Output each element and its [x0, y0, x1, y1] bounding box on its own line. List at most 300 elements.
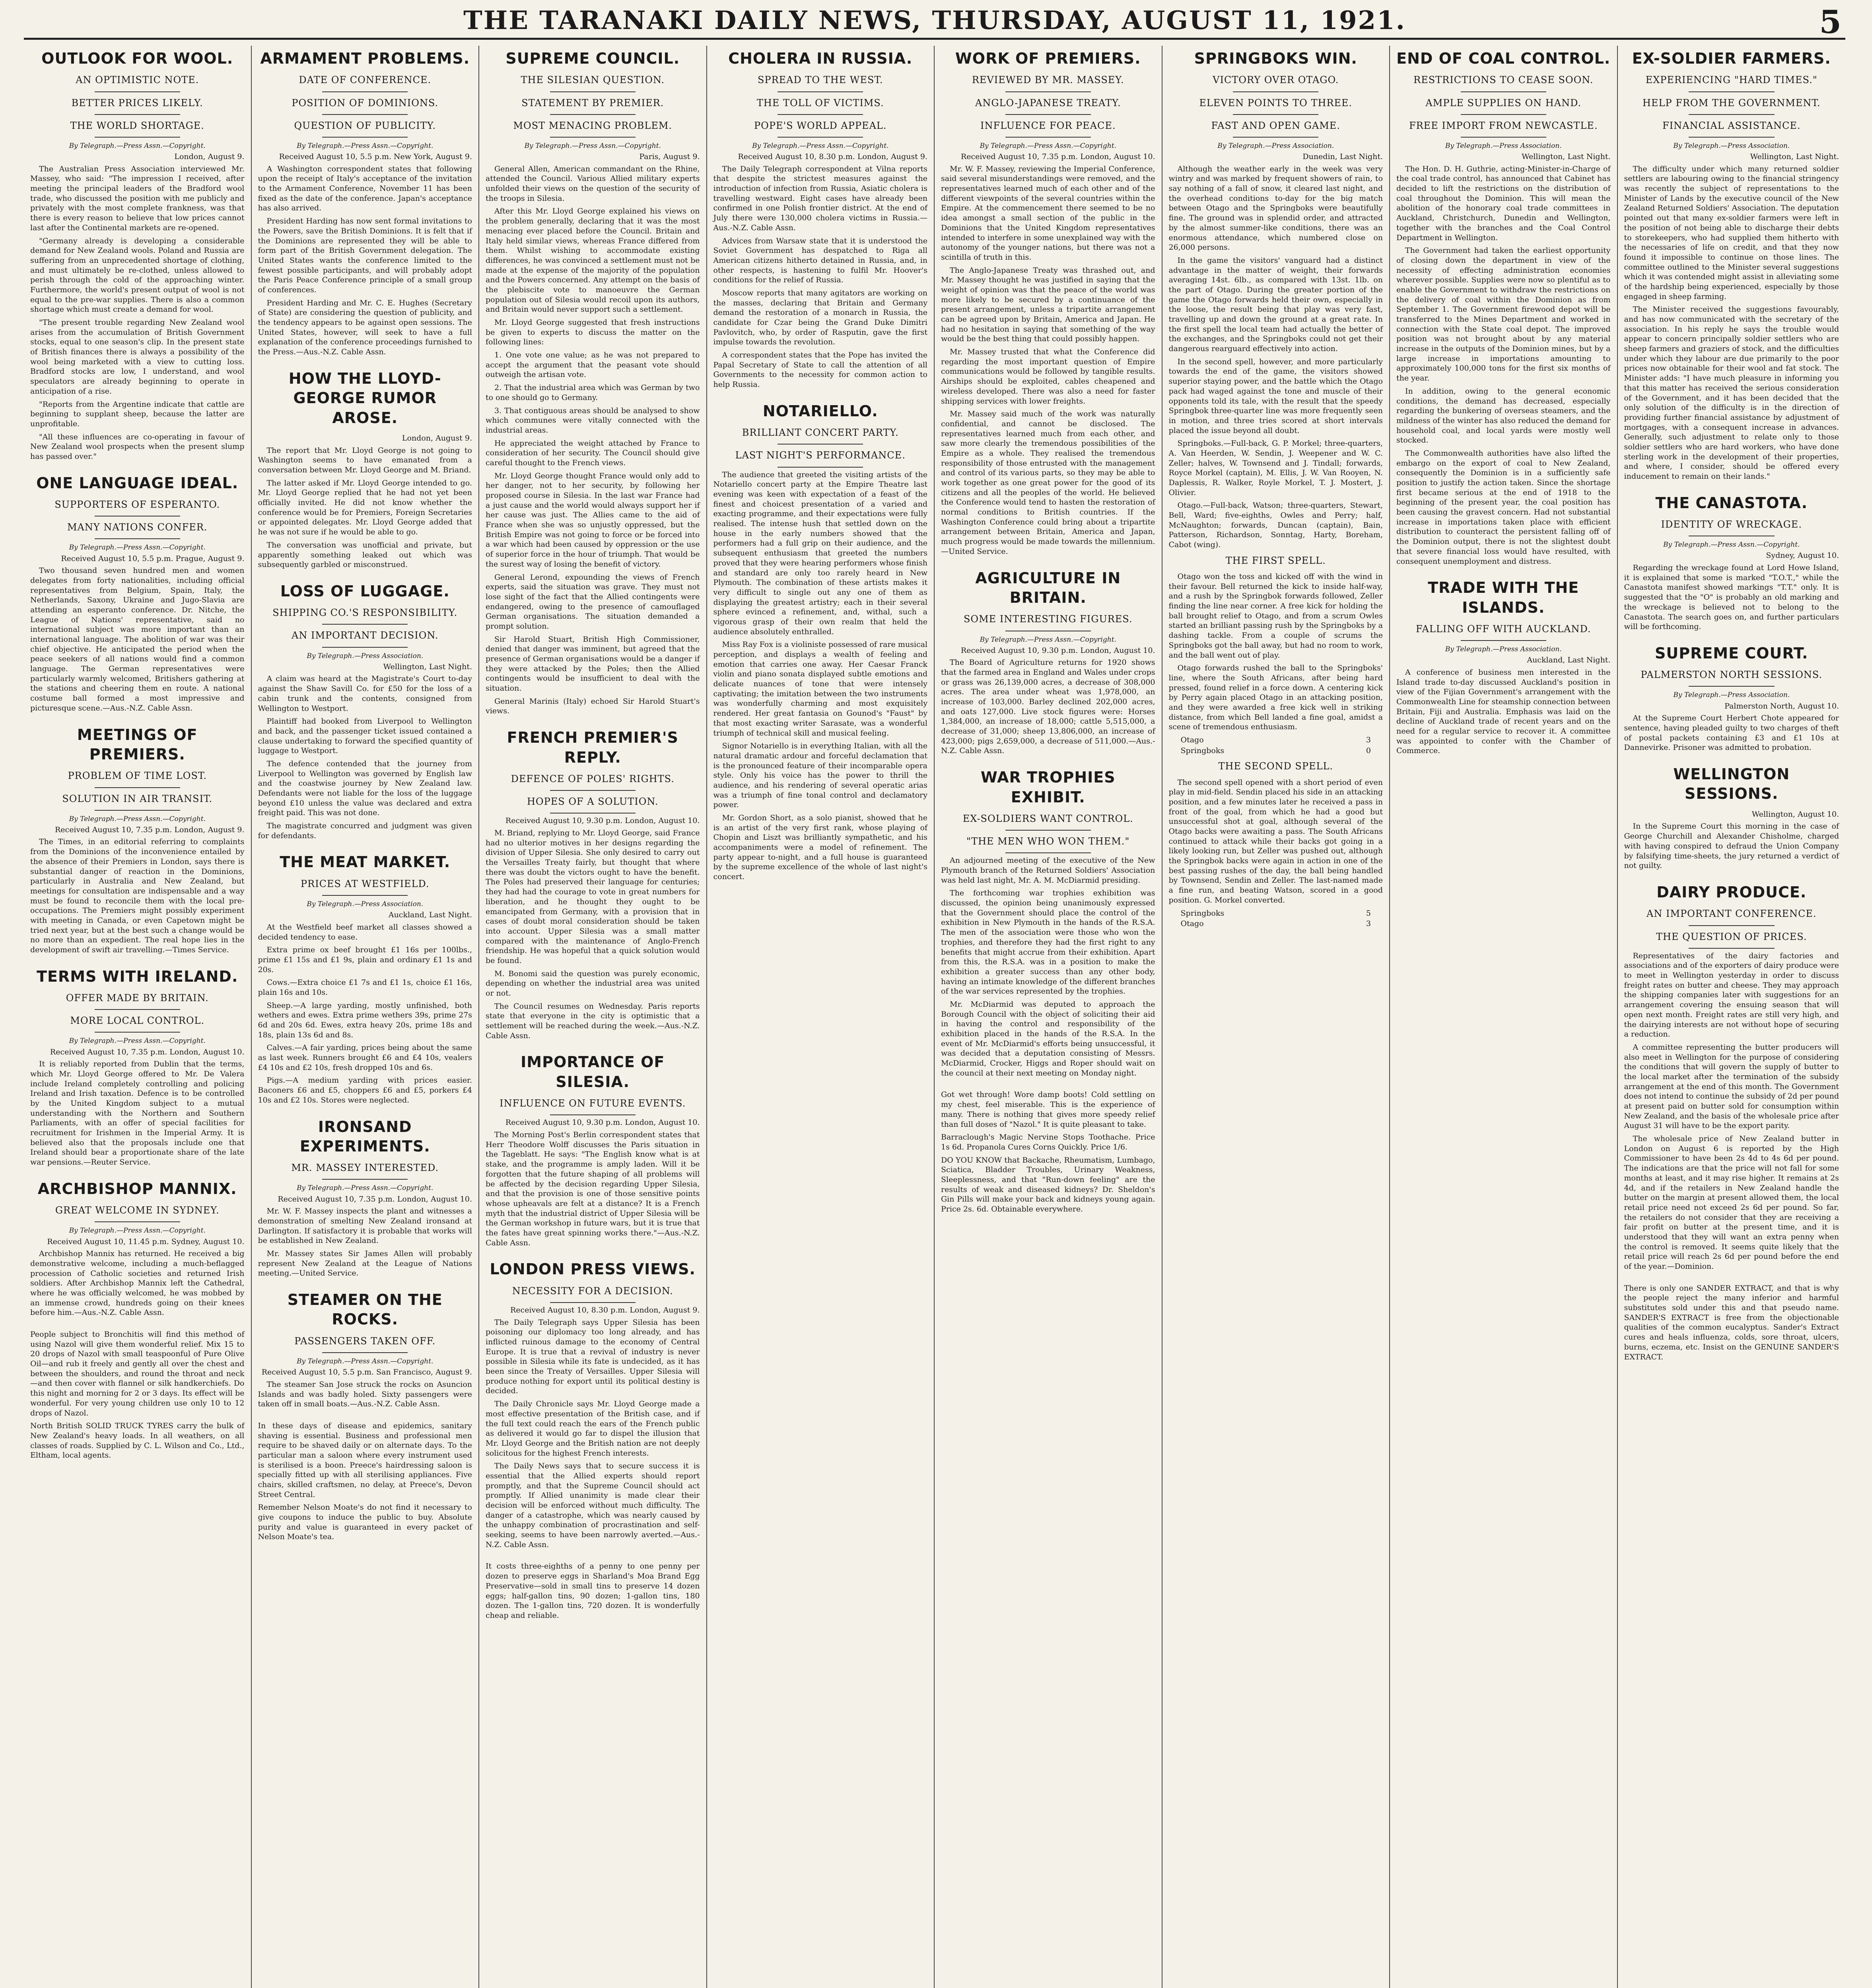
article-headline: IMPORTANCE OF SILESIA. — [521, 1053, 665, 1091]
article-dateline: Received August 10, 8.30 p.m. London, August 9. — [738, 152, 927, 161]
article-byline: By Telegraph.—Press Association. — [1445, 142, 1562, 150]
column-2 — [252, 46, 480, 1988]
divider — [1005, 91, 1091, 92]
article-dateline: London, August 9. — [402, 433, 472, 443]
article-subhead: THE WORLD SHORTAGE. — [70, 120, 204, 131]
article-paragraph: Otago forwards rushed the ball to the Springboks' line, where the South Africans, after being hard pressed, found relief in a force down. A centering kick by Perry again placed Otago in an attacking position, and they were awarded a free kick well in striking distance, from which Bell landed a fine goal, amidst a scene of tremendous enthusiasm. — [1168, 664, 1383, 732]
article-paragraph: Otago won the toss and kicked off with the wind in their favour. Bell returned the kick to inside half-way, and a rush by the Springbok forwards followed, Zeller finding the line near corner. A free kick for holding the ball brought relief to Otago, and from a scrum Owles started an brilliant passing rush by the Springboks by a dashing tackle. From a couple of scrums the Springboks got the ball away, but had no room to work, and the ball went out of play. — [1168, 572, 1383, 660]
article-dateline: Received August 10, 8.30 p.m. London, August 9. — [510, 1305, 700, 1314]
article-subhead: SUPPORTERS OF ESPERANTO. — [54, 499, 220, 511]
article-subhead: INFLUENCE ON FUTURE EVENTS. — [500, 1098, 686, 1109]
team-list: Springboks.—Full-back, G. P. Morkel; three-quarters, A. Van Heerden, W. Sendin, J. Weepener and W. C. Zeller; halves, W. Townsend and J. Tindall; forwards, Royce Morkel (captain), M. Ellis, J. W. Van Rooyen, N. Daplessis, R. Walker, Royle Morkel, T. J. Mostert, J. Olivier. — [1168, 439, 1383, 497]
article — [258, 49, 472, 357]
article-byline: By Telegraph.—Press Assn.—Copyright. — [297, 1184, 433, 1192]
divider — [1461, 640, 1546, 641]
article-headline: ONE LANGUAGE IDEAL. — [36, 474, 239, 492]
article-byline: By Telegraph.—Press Assn.—Copyright. — [69, 544, 206, 552]
article-paragraph: The Daily Telegraph correspondent at Vilna reports that despite the strictest measures against the introduction of infection from Russia, Asiatic cholera is travelling westward. Eight cases have already been confirmed in one Polish frontier district. At the end of July there were 130,000 cholera victims in Russia.—Aus.-N.Z. Cable Assn. — [713, 164, 927, 232]
article-subhead: ELEVEN POINTS TO THREE. — [1199, 97, 1353, 109]
article-paragraph: Extra prime ox beef brought £1 16s per 100lbs., prime £1 15s and £1 9s, plain and ordinary £1 1s and 20s. — [258, 945, 472, 974]
article-subhead: QUESTION OF PUBLICITY. — [294, 120, 436, 131]
divider — [95, 91, 180, 92]
column-8 — [1618, 46, 1846, 1988]
article-subhead: PALMERSTON NORTH SESSIONS. — [1641, 669, 1823, 681]
article-paragraph: "The present trouble regarding New Zealand wool arises from the accumulation of British Government stocks, equal to one season's clip. In the present state of British finances there is always a possibility of the wool being marketed with a view to cutting loss. Bradford stocks are low, I understand, and wool speculators are already beginning to operate in anticipation of a rise. — [30, 318, 245, 396]
article-paragraph: Cows.—Extra choice £1 7s and £1 1s, choice £1 16s, plain 16s and 10s. — [258, 978, 472, 997]
advertisement — [1624, 1283, 1839, 1362]
article-headline: NOTARIELLO. — [762, 402, 878, 420]
article — [30, 474, 245, 713]
advertisement — [941, 1090, 1155, 1214]
article — [30, 967, 245, 1167]
article-paragraph: The Minister received the suggestions favourably, and has now communicated with the secretary of the association. In his reply he says the trouble would appear to concern principally soldier settlers who are sheep farmers and graziers of stock, and the difficulties under which they labour are due primarily to the poor prices now obtainable for their wool and fat stock. The Minister adds: "I have much pleasure in informing you that this matter has received the serious consideration of the Government, and it has been decided that the only solution of the difficulty is in the direction of providing further financial assistance by adjustment of mortgages, with a consequent increase in advances. Generally, such adjustment to relate only to those soldier settlers who are hard workers, who have done sterling work in the development of their properties, and where, I consider, should be offered every inducement to remain on their lands." — [1624, 305, 1839, 481]
article-paragraph: Two thousand seven hundred men and women delegates from forty nationalities, including official representatives from Belgium, Spain, Italy, the Netherlands, Saxony, Ukraine and Jugo-Slavia are attending an esperanto conference. Dr. Nitche, the League of Nations' representative, said no international subject was more important than an international language. The abolition of war was their chief objective. He anticipated the period when the peace seekers of all nations would find a common language. The German representatives were particularly warmly welcomed, Britishers gathering at the stations and cheering them en route. A national costume ball formed a most impressive and picturesque scene.—Aus.-N.Z. Cable Assn. — [30, 566, 245, 712]
article-paragraph: In the game the visitors' vanguard had a distinct advantage in the matter of weight, their forwards averaging 14st. 6lb., as compared with 13st. 1lb. on the part of Otago. During the greater portion of the game the Otago forwards held their own, especially in the loose, the result being that play was very fast, travelling up and down the ground at a great rate. In the first spell the local team had actually the better of the exchanges, and the Springboks could not get their dangerous rearguard effectively into action. — [1168, 256, 1383, 353]
column-5 — [935, 46, 1162, 1988]
article-paragraph: There is only one SANDER EXTRACT, and that is why the people reject the many inferior and harmful substitutes sold under this and that pseudo name. SANDER'S EXTRACT is free from the objectionable qualities of the common eucalyptus. Sander's Extract cures and heals influenza, colds, sore throat, ulcers, burns, eczema, etc. Insist on the GENUINE SANDER'S EXTRACT. — [1624, 1283, 1839, 1361]
article-headline: THE CANASTOTA. — [1655, 494, 1808, 512]
article-paragraph: An adjourned meeting of the executive of the New Plymouth branch of the Returned Soldiers' Association was held last night, Mr. A. M. McDiarmid presiding. — [941, 856, 1155, 885]
divider — [1461, 91, 1546, 92]
article — [258, 369, 472, 570]
divider — [1233, 137, 1318, 138]
divider — [95, 538, 180, 539]
article-paragraph: Mr. Gordon Short, as a solo pianist, showed that he is an artist of the very first rank, whose playing of Chopin and Liszt was brilliantly sympathetic, and his accompaniments were a model of refinement. The party appear to-night, and a full house is guaranteed by the supreme excellence of the whole of last night's concert. — [713, 813, 927, 881]
article-paragraph: Got wet through! Wore damp boots! Cold settling on my chest, feel miserable. This is the experience of many. There is nothing that gives more speedy relief than full doses of "Nazol." It is quite pleasant to take. — [941, 1090, 1155, 1129]
article-paragraph: "Reports from the Argentine indicate that cattle are beginning to supplant sheep, because the latter are unprofitable. — [30, 400, 245, 428]
article-byline: By Telegraph.—Press Assn.—Copyright. — [69, 1227, 206, 1235]
article-subhead: AMPLE SUPPLIES ON HAND. — [1425, 97, 1582, 109]
article-paragraph: The difficulty under which many returned soldier settlers are labouring owing to the financial stringency was recently the subject of representations to the Minister of Lands by the executive council of the New Zealand Returned Soldiers' Association. The deputation pointed out that many ex-soldier farmers were left in the position of not being able to discharge their debts to storekeepers, who had supplied them hitherto with the necessaries of life on credit, and that they now found it impossible to continue on those lines. The committee outlined to the Minister several suggestions which it was contended might assist in alleviating some of the hardship being experienced, especially by those engaged in sheep farming. — [1624, 164, 1839, 301]
article-paragraph: President Harding has now sent formal invitations to the Powers, save the British Dominions. It is felt that if the Dominions are represented they will be able to form part of the British Government delegation. The United States wants the conference limited to the fewest possible participants, and will probably adopt the Paris Peace Conference principle of a small group of conferences. — [258, 217, 472, 294]
article-paragraph: President Harding and Mr. C. E. Hughes (Secretary of State) are considering the question of publicity, and the tendency appears to be against open sessions. The United States, however, will seek to have a full explanation of the conference proceedings furnished to the Press.—Aus.-N.Z. Cable Assn. — [258, 298, 472, 357]
article-headline: SUPREME COURT. — [1655, 644, 1808, 662]
article-headline: ARCHBISHOP MANNIX. — [37, 1180, 237, 1198]
article-byline: By Telegraph.—Press Assn.—Copyright. — [297, 1357, 433, 1366]
article-byline: By Telegraph.—Press Association. — [1673, 691, 1790, 699]
article-paragraph: The audience that greeted the visiting artists of the Notariello concert party at the Empire Theatre last evening was keen with expectation of a feast of the finest and choicest presentation of a varied and exacting programme, and their expectations were fully realised. The intense hush that settled down on the house in the early numbers showed that the performers had a full grip on their audience, and the subsequent enthusiasm that greeted the numbers proved that they were hearing performers whose finish and standard are only too rarely heard in New Plymouth. The combination of these artists makes it very difficult to single out any one of them as displaying the greatest artistry; each in their several sphere evinced a refinement, and, withal, such a vigorous grasp of their own realm that held the audience absolutely enthralled. — [713, 470, 927, 636]
divider — [322, 647, 408, 648]
article-paragraph: Although the weather early in the week was very wintry and was marked by frequent showers of rain, to say nothing of a fall of snow, it cleared last night, and the overhead conditions to-day for the big match between Otago and the Springboks were beautifully fine. The ground was in splendid order, and attracted by the almost summer-like conditions, there was an enormous attendance, which numbered close on 26,000 persons. — [1168, 164, 1383, 252]
page-number: 5 — [1819, 3, 1841, 41]
article-paragraph: Archbishop Mannix has returned. He received a big demonstrative welcome, including a much-beflagged procession of Catholic societies and returned Irish soldiers. After Archbishop Mannix left the Cathedral, where he was officially welcomed, he was mobbed by an immense crowd, hundreds going on their knees before him.—Aus.-N.Z. Cable Assn. — [30, 1249, 245, 1317]
article-byline: By Telegraph.—Press Assn.—Copyright. — [297, 142, 433, 150]
article-subhead: MR. MASSEY INTERESTED. — [291, 1162, 439, 1174]
article-subhead: SOLUTION IN AIR TRANSIT. — [62, 793, 213, 804]
article-subhead: HELP FROM THE GOVERNMENT. — [1643, 97, 1821, 109]
article-subhead: LAST NIGHT'S PERFORMANCE. — [735, 450, 906, 461]
article-dateline: Dunedin, Last Night. — [1302, 152, 1383, 161]
article-subhead: SPREAD TO THE WEST. — [757, 74, 883, 86]
article — [713, 402, 928, 882]
article-headline: WELLINGTON SESSIONS. — [1673, 765, 1790, 803]
article-paragraph: The report that Mr. Lloyd George is not going to Washington seems to have emanated from a conversation between Mr. Lloyd George and M. Briand. — [258, 446, 472, 475]
team-name: Otago — [1180, 736, 1204, 745]
article-paragraph: The conversation was unofficial and private, but apparently something leaked out which was subsequently garbled or misconstrued. — [258, 540, 472, 569]
article-headline: WORK OF PREMIERS. — [955, 50, 1141, 67]
article-dateline: Wellington, Last Night. — [1750, 152, 1839, 161]
column-3 — [479, 46, 707, 1988]
article-subhead: EXPERIENCING "HARD TIMES." — [1645, 74, 1818, 86]
article-dateline: Received August 10, 11.45 p.m. Sydney, August 10. — [47, 1237, 245, 1246]
article-paragraph: A claim was heard at the Magistrate's Court to-day against the Shaw Savill Co. for £50 for the loss of a cabin trunk and the contents, consigned from Wellington to Westport. — [258, 674, 472, 713]
score-row — [1181, 919, 1371, 929]
article-paragraph: The Hon. D. H. Guthrie, acting-Minister-in-Charge of the coal trade control, has announced that Cabinet has decided to lift the restrictions on the distribution of coal throughout the Dominion. This will mean the abolition of the honorary coal trade committees in Auckland, Christchurch, Dunedin and Wellington, together with the branches and the Coal Control Department in Wellington. — [1396, 164, 1611, 242]
article-subhead: PROBLEM OF TIME LOST. — [68, 770, 207, 782]
section-heading: THE SECOND SPELL. — [1218, 761, 1334, 772]
article — [941, 768, 1155, 1078]
article-byline: By Telegraph.—Press Assn.—Copyright. — [524, 142, 661, 150]
article-paragraph: The magistrate concurred and judgment was given for defendants. — [258, 821, 472, 840]
article-paragraph: It costs three-eighths of a penny to one penny per dozen to preserve eggs in Sharland's Moa Brand Egg Preservative—sold in small tins to preserve 14 dozen eggs; half-gallon tins, 90 dozen; 1-gallon tins, 180 dozen. The 1-gallon tins, 720 dozen. It is wonderfully cheap and reliable. — [486, 1562, 700, 1620]
article-dateline: Received August 10, 7.35 p.m. London, August 9. — [55, 825, 245, 834]
article-paragraph: The Daily News says that to secure success it is essential that the Allied experts should report promptly, and that the Supreme Council should act promptly. If Allied unanimity is made clear their decision will be enforced without much difficulty. The danger of a catastrophe, which was nearly caused by the unhappy combination of procrastination and self-seeking, seems to have been narrowly averted.—Aus.-N.Z. Cable Assn. — [486, 1462, 700, 1549]
article-headline: STEAMER ON THE ROCKS. — [287, 1291, 443, 1328]
article-paragraph: Miss Ray Fox is a violiniste possessed of rare musical perception, and displays a wealth of feeling and emotion that carries one away. Her Caesar Franck violin and piano sonata displayed subtle emotions and delicate nuances of tone that were intensely captivating; the imitation between the two instruments was wonderfully charming and most exquisitely rendered. Her great fantasia on Gounod's "Faust" by that most exacting writer Sarasate, was a wonderful triumph of technical skill and musical feeling. — [713, 640, 927, 738]
article-subhead: STATEMENT BY PREMIER. — [521, 97, 664, 109]
divider — [322, 1352, 408, 1353]
article-paragraph: Mr. McDiarmid was deputed to approach the Borough Council with the object of soliciting their aid in having the control and responsibility of the exhibition placed in the hands of the R.S.A. In the event of Mr. McDiarmid's efforts being unsuccessful, it was decided that a deputation consisting of Messrs. McDiarmid, Crocker, Higgs and Roper should wait on the council at their next meeting on Monday night. — [941, 1000, 1155, 1077]
divider — [322, 91, 408, 92]
article-subhead: FALLING OFF WITH AUCKLAND. — [1415, 623, 1591, 635]
article-subhead: BETTER PRICES LIKELY. — [71, 97, 203, 109]
divider — [95, 114, 180, 115]
team-score: 5 — [1366, 909, 1371, 918]
article-headline: END OF COAL CONTROL. — [1396, 50, 1611, 67]
article-paragraph: A Washington correspondent states that following upon the receipt of Italy's acceptance of the invitation to the Armament Conference, November 11 has been fixed as the date of the conference. Japan's acceptance has also arrived. — [258, 164, 472, 213]
article-byline: By Telegraph.—Press Assn.—Copyright. — [69, 142, 206, 150]
article — [1169, 49, 1383, 929]
divider — [778, 91, 863, 92]
newspaper-columns — [24, 46, 1845, 1988]
article — [486, 728, 700, 1041]
article-byline: By Telegraph.—Press Association. — [307, 900, 424, 909]
article-subhead: "THE MEN WHO WON THEM." — [966, 836, 1130, 847]
article-byline: By Telegraph.—Press Association. — [1445, 645, 1562, 654]
article-headline: FRENCH PREMIER'S REPLY. — [507, 729, 678, 766]
article-subhead: THE TOLL OF VICTIMS. — [756, 97, 884, 109]
team-score: 3 — [1366, 919, 1371, 928]
article-subhead: DATE OF CONFERENCE. — [299, 74, 432, 86]
article-dateline: Paris, August 9. — [639, 152, 700, 161]
team-name: Springboks — [1180, 746, 1225, 755]
article-paragraph: A correspondent states that the Pope has invited the Papal Secretary of State to call the attention of all Governments to the necessity for common action to help Russia. — [713, 351, 927, 389]
divider — [95, 137, 180, 138]
article-paragraph: In these days of disease and epidemics, sanitary shaving is essential. Business and professional men require to be shaved daily or on alternate days. To the particular man a saloon where every instrument used is sterilised is a boon. Preece's hairdressing saloon is specially fitted up with all sterilising appliances. Five chairs, skilled craftsmen, no delay, at Preece's, Devon Street Central. — [258, 1421, 472, 1499]
divider — [550, 1302, 636, 1303]
article-paragraph: Sheep.—A large yarding, mostly unfinished, both wethers and ewes. Extra prime wethers 39s, prime 27s 6d and 20s 6d. Ewes, extra heavy 20s, prime 18s and 18s, plain 13s 6d and 8s. — [258, 1001, 472, 1039]
article-subhead: AN IMPORTANT DECISION. — [292, 630, 439, 641]
divider — [1689, 925, 1775, 926]
divider — [95, 1032, 180, 1033]
article — [1624, 49, 1839, 481]
article-subhead: BRILLIANT CONCERT PARTY. — [742, 427, 899, 439]
article-subhead: MANY NATIONS CONFER. — [67, 522, 208, 533]
article-subhead: GREAT WELCOME IN SYDNEY. — [55, 1205, 220, 1216]
article-paragraph: It is reliably reported from Dublin that the terms, which Mr. Lloyd George offered to Mr. De Valera include Ireland completely controlling and policing Ireland and Irish taxation. Defence is to be controlled by the United Kingdom subject to a mutual understanding with the Northern and Southern Parliaments, with an offer of special facilities for recruitment for Irishmen in the Imperial Army. It is believed also that the proposals include one that Ireland should bear a proportionate share of the late war pensions.—Reuter Service. — [30, 1060, 245, 1167]
article-subhead: MOST MENACING PROBLEM. — [513, 120, 673, 131]
article-paragraph: General Allen, American commandant on the Rhine, attended the Council. Various Allied military experts unfolded their views on the question of the security of the troops in Silesia. — [486, 164, 700, 203]
article-dateline: Auckland, Last Night. — [1527, 656, 1611, 665]
article-subhead: FINANCIAL ASSISTANCE. — [1662, 120, 1801, 131]
article — [1624, 765, 1839, 871]
article-subhead: THE SILESIAN QUESTION. — [521, 74, 665, 86]
team-name: Otago — [1180, 919, 1204, 928]
article-paragraph: In the second spell, however, and more particularly towards the end of the game, the visitors showed superior staying power, and the battle which the Otago pack had waged against the tone and muscle of their opponents told its tale, with the result that the speedy Springbok three-quarter line was more frequently seen in motion, and three tries scored at short intervals placed the issue beyond all doubt. — [1168, 357, 1383, 435]
article-dateline: Received August 10, 9.30 p.m. London, August 10. — [505, 1118, 700, 1127]
article-paragraph: He appreciated the weight attached by France to consideration of her security. The Council should give careful thought to the French views. — [486, 439, 700, 467]
article-dateline: Received August 10, 5.5 p.m. Prague, August 9. — [61, 554, 245, 563]
article-subhead: POSITION OF DOMINIONS. — [292, 97, 439, 109]
divider — [550, 1114, 636, 1115]
advertisement — [486, 1561, 700, 1620]
article-subhead: FREE IMPORT FROM NEWCASTLE. — [1409, 120, 1598, 131]
article-subhead: NECESSITY FOR A DECISION. — [512, 1285, 673, 1297]
article-paragraph: Mr. Massey said much of the work was naturally confidential, and cannot be disclosed. The representatives learned much from each other, and saw more clearly the tremendous possibilities of the Empire as a whole. They realised the tremendous responsibility of those entrusted with the management and control of its various parts, so they may be able to work together as one great power for the good of its citizens and all the peoples of the world. He believed the Conference would tend to hasten the restoration of normal conditions to British countries. If the Washington Conference could bring about a tripartite arrangement between Britain, America and Japan, much progress would be made towards the millennium.—United Service. — [941, 410, 1155, 556]
advertisement — [258, 1421, 472, 1542]
article-headline: AGRICULTURE IN BRITAIN. — [975, 569, 1121, 606]
article-dateline: London, August 9. — [174, 152, 245, 161]
divider — [778, 467, 863, 468]
article-headline: ARMAMENT PROBLEMS. — [260, 50, 470, 67]
article-byline: By Telegraph.—Press Association. — [307, 652, 424, 660]
article-dateline: Sydney, August 10. — [1766, 551, 1839, 560]
article-paragraph: 2. That the industrial area which was German by two to one should go to Germany. — [486, 383, 700, 402]
article-paragraph: People subject to Bronchitis will find this method of using Nazol will give them wonderful relief. Mix 15 to 20 drops of Nazol with small teaspoonful of Pure Olive Oil—and rub it freely and gently all over the chest and between the shoulders, and round the throat and neck—and then cover with flannel or silk handkerchiefs. Do this night and morning for 2 or 3 days. Its effect will be wonderful. For very young children use only 10 to 12 drops of Nazol. — [30, 1330, 245, 1417]
article-byline: By Telegraph.—Press Association. — [1217, 142, 1334, 150]
article-dateline: Received August 10, 5.5 p.m. San Francisco, August 9. — [261, 1368, 472, 1377]
article-paragraph: At the Westfield beef market all classes showed a decided tendency to ease. — [258, 922, 472, 942]
article-paragraph: Mr. Massey states Sir James Allen will probably represent New Zealand at the League of Nations meeting.—United Service. — [258, 1249, 472, 1278]
article-dateline: Wellington, August 10. — [1751, 810, 1839, 819]
article — [1624, 493, 1839, 632]
article-headline: SPRINGBOKS WIN. — [1194, 50, 1357, 67]
article-paragraph: M. Briand, replying to Mr. Lloyd George, said France had no ulterior motives in her designs regarding the division of Upper Silesia. She only desired to carry out the Versailles Treaty fairly, but thought that where there was doubt the victors ought to have the benefit. The Poles had preserved their language for centuries; they had had the courage to vote in great numbers for liberation, and he thought they ought to be emancipated from Germany, with a provision that in cases of doubt moral consideration should be taken into account. Upper Silesia was a small matter compared with the maintenance of Anglo-French friendship. He was hopeful that a quick solution would be found. — [486, 829, 700, 965]
article-paragraph: The steamer San Jose struck the rocks on Asuncion Islands and was badly holed. Sixty passengers were taken off in small boats.—Aus.-N.Z. Cable Assn. — [258, 1380, 472, 1409]
article-dateline: Received August 10, 7.35 p.m. London, August 10. — [278, 1194, 472, 1204]
article — [258, 582, 472, 841]
article-dateline: Received August 10, 9.30 p.m. London, August 10. — [505, 816, 700, 825]
article-headline: TERMS WITH IRELAND. — [37, 967, 238, 985]
divider — [1461, 114, 1546, 115]
article-paragraph: North British SOLID TRUCK TYRES carry the bulk of New Zealand's heavy loads. In all weathers, on all classes of roads. Supplied by C. L. Wilson and Co., Ltd., Eltham, local agents. — [30, 1421, 245, 1460]
article-paragraph: The Commonwealth authorities have also lifted the embargo on the export of coal to New Zealand, consequently the Dominion is in a sufficiently safe position to justify the action taken. Since the shortage first became serious at the end of 1918 to the beginning of the present year, the coal position has been causing the gravest concern. Had not substantial increase in importations taken place with efficient distribution to counteract the persistent falling off of the Dominion output, there is not the slightest doubt that severe financial loss would have resulted, with consequent unemployment and distress. — [1396, 448, 1611, 566]
article-dateline: Auckland, Last Night. — [388, 911, 472, 920]
article — [1396, 49, 1611, 566]
divider — [1689, 114, 1775, 115]
article-subhead: RESTRICTIONS TO CEASE SOON. — [1413, 74, 1594, 86]
article-headline: HOW THE LLOYD-GEORGE RUMOR AROSE. — [288, 369, 441, 427]
article-paragraph: Signor Notariello is in everything Italian, with all the natural dramatic ardour and forceful declamation that is the pronounced feature of their incomparable opera style. Only his voice has the power to thrill the audience, and his rendering of several operatic arias was a triumph of fine tonal control and declamatory power. — [713, 742, 927, 810]
divider — [778, 444, 863, 445]
article — [258, 1117, 472, 1279]
article-subhead: PRICES AT WESTFIELD. — [300, 878, 430, 889]
article-paragraph: In the Supreme Court this morning in the case of George Churchill and Alexander Chisholme, charged with having conspired to defraud the Union Company by falsifying time-sheets, the jury returned a verdict of not guilty. — [1624, 822, 1839, 870]
article-paragraph: General Lerond, expounding the views of French experts, said the situation was grave. They must not lose sight of the fact that the Allied contingents were endangered, owing to the presence of camouflaged German organisations. The situation demanded a prompt solution. — [486, 573, 700, 631]
divider — [95, 810, 180, 811]
column-4 — [707, 46, 935, 1988]
team-list: Otago.—Full-back, Watson; three-quarters, Stewart, Bell, Ward; five-eighths, Owles and Perry; half, McNaughton; forwards, Duncan (captain), Bain, Patterson, Richardson, Sonntag, Harty, Boreham, Cabot (wing). — [1168, 501, 1383, 549]
article-paragraph: "All these influences are co-operating in favour of New Zealand wool prospects when the present slump has passed over." — [30, 432, 245, 461]
article-byline: By Telegraph.—Press Association. — [1673, 142, 1790, 150]
article-headline: WAR TROPHIES EXHIBIT. — [980, 769, 1116, 806]
article-subhead: POPE'S WORLD APPEAL. — [754, 120, 887, 131]
article-headline: SUPREME COUNCIL. — [505, 50, 680, 67]
team-score: 3 — [1366, 736, 1371, 745]
divider — [322, 624, 408, 625]
article-paragraph: The Daily Telegraph says Upper Silesia has been poisoning our diplomacy too long already, and has inflicted ruinous damage to the economy of Central Europe. It is true that a revival of industry is never possible in Silesia while its fate is undecided, as it has been since the Treaty of Versailles. Upper Silesia will produce nothing for export until its political destiny is decided. — [486, 1318, 700, 1396]
divider — [1233, 114, 1318, 115]
article-byline: By Telegraph.—Press Assn.—Copyright. — [752, 142, 889, 150]
team-score: 0 — [1366, 746, 1371, 755]
article-paragraph: General Marinis (Italy) echoed Sir Harold Stuart's views. — [486, 697, 700, 716]
article-paragraph: A committee representing the butter producers will also meet in Wellington for the purpose of considering the conditions that will govern the supply of butter to the local market after the termination of the subsidy arrangement at the end of this month. The Government does not intend to continue the subsidy of 2d per pound at present paid on butter sold for consumption within New Zealand, and the basis of the wholesale price after August 31 will have to be the export parity. — [1624, 1043, 1839, 1130]
divider — [1689, 686, 1775, 687]
divider — [95, 787, 180, 788]
article-dateline: Received August 10, 5.5 p.m. New York, August 9. — [279, 152, 472, 161]
divider — [1689, 137, 1775, 138]
column-7 — [1390, 46, 1618, 1988]
article-paragraph: The Times, in an editorial referring to complaints from the Dominions of the inconvenience entailed by the absence of their Premiers in London, says there is substantial danger of reaction in the Dominions, particularly in Australia and New Zealand, but meetings for consultation are indispensable and a way must be found to reconcile them with the local pre-occupations. The Premiers might possibly experiment with meeting in Canada, or even Capetown might be tried next year, but at the best such a change would be no more than an expedient. The real hope lies in the development of swift air travelling.—Times Service. — [30, 837, 245, 955]
masthead — [24, 0, 1845, 40]
team-name: Springboks — [1180, 909, 1225, 918]
divider — [1005, 137, 1091, 138]
article-headline: LOSS OF LUGGAGE. — [280, 582, 450, 600]
divider — [778, 137, 863, 138]
article-paragraph: Mr. W. F. Massey inspects the plant and witnesses a demonstration of smelting New Zealand ironsand at Darlington. If satisfactory it is probable that works will be established in New Zealand. — [258, 1207, 472, 1245]
article-paragraph: The forthcoming war trophies exhibition was discussed, the opinion being unanimously expressed that the Government should place the control of the exhibition in New Plymouth in the hands of the R.S.A. The men of the association were those who won the trophies, and therefore they had the first right to any benefits that might accrue from their exhibition. Apart from this, the R.S.A. was in a position to make the exhibition a greater success than any other body, having an intimate knowledge of the different branches of the war services represented by the trophies. — [941, 889, 1155, 996]
divider — [1689, 91, 1775, 92]
article-paragraph: Mr. Lloyd George thought France would only add to her danger, not to her security, by following her proposed course in Silesia. In the last war France had a just cause and the world would always support her if her cause was just. The Allies came to the aid of France when she was so unjustly oppressed, but the British Empire was not going to force or be forced into a war which had been caused by oppression or the use of superior force in the hour of triumph. That would be the surest way of losing the benefit of victory. — [486, 471, 700, 569]
section-heading: THE FIRST SPELL. — [1225, 555, 1326, 566]
article-paragraph: The latter asked if Mr. Lloyd George intended to go. Mr. Lloyd George replied that he had not yet been officially invited. He did not know whether the conference would be for Premiers, Foreign Secretaries or appointed delegates. Mr. Lloyd George added that he was not sure if he would be able to go. — [258, 478, 472, 537]
article-subhead: INFLUENCE FOR PEACE. — [980, 120, 1116, 131]
article-subhead: REVIEWED BY MR. MASSEY. — [972, 74, 1124, 86]
article-dateline: Wellington, Last Night. — [383, 662, 472, 671]
article — [1624, 883, 1839, 1272]
article — [486, 1052, 700, 1248]
advertisement — [30, 1330, 245, 1460]
article-paragraph: The Council resumes on Wednesday. Paris reports state that everyone in the city is optimistic that a settlement will be reached during the week.—Aus.-N.Z. Cable Assn. — [486, 1002, 700, 1040]
column-1 — [24, 46, 252, 1988]
article-headline: DAIRY PRODUCE. — [1656, 883, 1807, 901]
article-headline: LONDON PRESS VIEWS. — [490, 1260, 696, 1278]
article-subhead: OFFER MADE BY BRITAIN. — [66, 992, 209, 1004]
divider — [1005, 114, 1091, 115]
divider — [322, 1179, 408, 1180]
article-byline: By Telegraph.—Press Assn.—Copyright. — [1663, 541, 1800, 549]
divider — [550, 137, 636, 138]
article-headline: EX-SOLDIER FARMERS. — [1632, 50, 1831, 67]
article — [30, 725, 245, 955]
article-subhead: SHIPPING CO.'S RESPONSIBILITY. — [272, 607, 458, 619]
article-paragraph: A conference of business men interested in the Island trade to-day discussed Auckland's position in view of the Fijian Government's arrangement with the Commonwealth Line for steamship connection between Britain, Fiji and Australia. Emphasis was laid on the decline of Auckland trade of recent years and on the need for a regular service to recover it. A committee was appointed to confer with the Chamber of Commerce. — [1396, 668, 1611, 755]
divider — [322, 895, 408, 896]
article-paragraph: The Board of Agriculture returns for 1920 shows that the farmed area in England and Wales under crops or grass was 26,139,000 acres, a decrease of 308,000 acres. The area under wheat was 1,978,000, an increase of 103,000. Barley declined 202,000 acres, and oats 127,000. Live stock figures were: Horses 1,384,000, an increase of 18,000; cattle 5,515,000, a decrease of 31,000; sheep 13,806,000, an increase of 423,000; pigs 2,659,000, a decrease of 511,000.—Aus.-N.Z. Cable Assn. — [941, 658, 1155, 755]
article-headline: MEETINGS OF PREMIERS. — [77, 726, 198, 763]
article-headline: IRONSAND EXPERIMENTS. — [299, 1118, 430, 1155]
article-paragraph: The Morning Post's Berlin correspondent states that Herr Theodore Wolff discusses the Paris situation in the Tageblatt. He says: "The English know what is at stake, and the programme is amply laden. Will it be forgotten that the future shaping of all problems will be affected by the decision regarding Upper Silesia, and that the provision is one of those sensitive points whose upheavals are felt at a distance? It is a French myth that the industrial district of Upper Silesia will be the German workshop in future wars, but it is true that the fates have great spinning works there."—Aus.-N.Z. Cable Assn. — [486, 1130, 700, 1247]
article — [1396, 578, 1611, 756]
article — [713, 49, 928, 390]
article-paragraph: Regarding the wreckage found at Lord Howe Island, it is explained that some is marked "T.O.T.," while the Canastota manifest showed markings "T.T." only. It is suggested that the "O" is probably an old marking and the wreckage is believed not to belong to the Canastota. The search goes on, and further particulars will be forthcoming. — [1624, 563, 1839, 631]
article-dateline: Received August 10, 9.30 p.m. London, August 10. — [960, 646, 1155, 655]
divider — [778, 114, 863, 115]
article — [941, 49, 1155, 557]
article — [486, 1260, 700, 1549]
divider — [1233, 91, 1318, 92]
article-paragraph: Pigs.—A medium yarding with prices easier. Baconers £6 and £5, choppers £6 and £5, porkers £4 10s and £2 10s. Stores were neglected. — [258, 1076, 472, 1105]
article-dateline: Received August 10, 7.35 p.m. London, August 10. — [50, 1047, 245, 1056]
article-paragraph: After this Mr. Lloyd George explained his views on the problem generally, declaring that it was the most menacing ever placed before the Council. Britain and Italy held similar views, whereas France differed from them. Whilst wishing to accommodate existing differences, he was convinced a settlement must not be made at the expense of the majority of the population and the Powers concerned. Any attempt on the basis of the plebiscite vote to manoeuvre the German population out of Silesia would recoil upon its authors, and Britain would never support such a settlement. — [486, 207, 700, 314]
article-paragraph: The Australian Press Association interviewed Mr. Massey, who said: "The impression I received, after meeting the principal leaders of the Bradford wool trade, who discussed the position with me publicly and privately with the most complete frankness, was that there is every reason to believe that low prices cannot last after the Continental markets are re-opened. — [30, 164, 245, 232]
article-subhead: HOPES OF A SOLUTION. — [527, 796, 659, 808]
article-byline: By Telegraph.—Press Assn.—Copyright. — [980, 635, 1116, 644]
article-subhead: MORE LOCAL CONTROL. — [70, 1015, 205, 1027]
article — [486, 49, 700, 716]
article-subhead: PASSENGERS TAKEN OFF. — [294, 1335, 436, 1347]
article-paragraph: 1. One vote one value; as he was not prepared to accept the argument that the peasant vote should outweigh the artisan vote. — [486, 351, 700, 379]
article-dateline: Received August 10, 7.35 p.m. London, August 10. — [960, 152, 1155, 161]
divider — [550, 790, 636, 791]
article-paragraph: DO YOU KNOW that Backache, Rheumatism, Lumbago, Sciatica, Bladder Troubles, Urinary Weakness, Sleeplessness, and that "Run-down feeling" are the results of weak and diseased kidneys? Dr. Sheldon's Gin Pills will make your back and kidneys young again. Price 2s. 6d. Obtainable everywhere. — [941, 1155, 1155, 1214]
article-paragraph: Mr. Massey trusted that what the Conference did regarding the most important question of Empire communications would be followed by tangible results. Airships should be exploited, cables cheapened and wireless developed. There was also a need for faster shipping services with lower freights. — [941, 348, 1155, 406]
article-paragraph: Advices from Warsaw state that it is understood the Soviet Government has despatched to Riga all American citizens hitherto detained in Russia, and, in other respects, is hastening to fulfil Mr. Hoover's conditions for the relief of Russia. — [713, 236, 927, 285]
article-headline: TRADE WITH THE ISLANDS. — [1428, 579, 1579, 616]
article-paragraph: The Government had taken the earliest opportunity of closing down the department in view of the necessity of effecting administration economies wherever possible. Supplies were now so plentiful as to enable the Government to withdraw the restrictions on the delivery of coal within the Dominion as from September 1. The Government firewood depot will be transferred to the Mines Department and worked in connection with the State coal depot. The improved position was not brought about by any material increase in the outputs of the Dominion mines, but by a large increase in importations amounting to approximately 100,000 tons for the first six months of the year. — [1396, 246, 1611, 383]
article-subhead: EX-SOLDIERS WANT CONTROL. — [962, 813, 1133, 824]
article-subhead: AN IMPORTANT CONFERENCE. — [1647, 908, 1817, 920]
article-paragraph: Barraclough's Magic Nervine Stops Toothache. Price 1s 6d. Propanola Cures Corns Quickly. Price 1/6. — [941, 1133, 1155, 1151]
score-row — [1181, 746, 1371, 756]
article-subhead: AN OPTIMISTIC NOTE. — [76, 74, 199, 86]
article-paragraph: In addition, owing to the general economic conditions, the demand has decreased, especially regarding the bunkering of overseas steamers, and the mildness of the winter has also reduced the demand for household coal, and local yards were mostly well stocked. — [1396, 386, 1611, 445]
divider — [322, 114, 408, 115]
score-row — [1181, 735, 1371, 745]
article — [258, 1290, 472, 1409]
article-headline: CHOLERA IN RUSSIA. — [728, 50, 913, 67]
divider — [1005, 852, 1091, 853]
article — [1624, 644, 1839, 753]
article-subhead: THE QUESTION OF PRICES. — [1656, 931, 1807, 942]
article-subhead: IDENTITY OF WRECKAGE. — [1661, 519, 1802, 530]
article-headline: THE MEAT MARKET. — [280, 853, 451, 871]
article-subhead: DEFENCE OF POLES' RIGHTS. — [511, 773, 675, 784]
article-byline: By Telegraph.—Press Assn.—Copyright. — [69, 1037, 206, 1045]
article-paragraph: Representatives of the dairy factories and associations and of the exporters of dairy produce were to meet in Wellington yesterday in order to discuss freight rates on butter and cheese. They may approach the shipping companies later with suggestions for an arrangement covering the ensuing season that will open next month. Freight rates are still very high, and the dairying interests are not without hope of securing a reduction. — [1624, 951, 1839, 1039]
article-headline: OUTLOOK FOR WOOL. — [41, 50, 233, 67]
article-byline: By Telegraph.—Press Assn.—Copyright. — [69, 815, 206, 823]
divider — [550, 114, 636, 115]
divider — [550, 91, 636, 92]
article-paragraph: The wholesale price of New Zealand butter in London on August 6 is reported by the High Commissioner to have been 2s 4d to 4s 6d per pound. The indications are that the price will not fall for some months at least, and it may rise higher. It remains at 2s 4d, and if the retailers in New Zealand handle the butter on the margin at present allowed them, the local retail price need not exceed 2s 6d per pound. So far, the retailers do not consider that they are receiving a fair profit on butter at the present time, and it is understood that they will want an extra penny when the control is removed. It seems quite likely that the retail price will reach 2s 6d per pound before the end of the year.—Dominion. — [1624, 1134, 1839, 1271]
article-paragraph: M. Bonomi said the question was purely economic, depending on whether the industrial area was united or not. — [486, 969, 700, 998]
article — [30, 49, 245, 462]
divider — [322, 137, 408, 138]
article-subhead: ANGLO-JAPANESE TREATY. — [975, 97, 1121, 109]
column-6 — [1162, 46, 1390, 1988]
divider — [1689, 948, 1775, 949]
article-paragraph: "Germany already is developing a considerable demand for New Zealand wools. Poland and Russia are suffering from an unprecedented shortage of clothing, and must ultimately be re-clothed, unless allowed to perish through the cold of the approaching winter. Furthermore, the world's present output of wool is not equal to the pre-war supplies. There is also a common shortage which must create a demand for wool. — [30, 236, 245, 314]
article-subhead: VICTORY OVER OTAGO. — [1213, 74, 1339, 86]
article — [30, 1179, 245, 1318]
divider — [1005, 830, 1091, 831]
article-paragraph: At the Supreme Court Herbert Chote appeared for sentence, having pleaded guilty to two charges of theft of postal packets containing £3 and £1 10s at Dannevirke. Prisoner was admitted to probation. — [1624, 714, 1839, 752]
article-paragraph: Calves.—A fair yarding, prices being about the same as last week. Runners brought £6 and £4 10s, vealers £4 10s and £2 10s, fresh dropped 10s and 6s. — [258, 1043, 472, 1072]
divider — [1461, 137, 1546, 138]
newspaper-title: THE TARANAKI DAILY NEWS, THURSDAY, AUGUST 11, 1921. — [463, 6, 1406, 35]
article-paragraph: Mr. Lloyd George suggested that fresh instructions be given to experts to discuss the matter on the following lines: — [486, 318, 700, 347]
